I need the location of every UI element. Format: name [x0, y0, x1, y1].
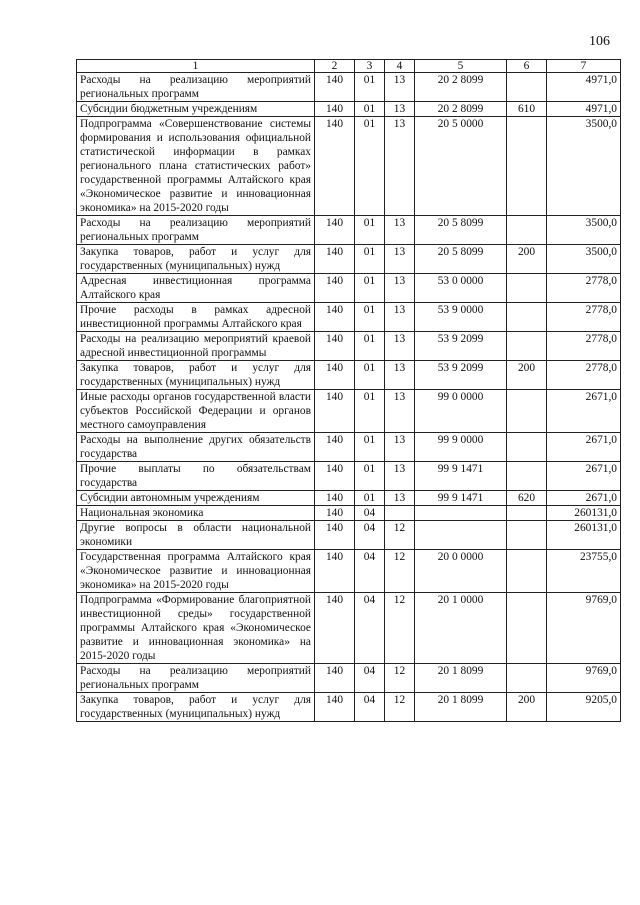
target-article-cell	[415, 521, 507, 550]
amount-cell: 2671,0	[547, 390, 621, 433]
target-article-cell: 99 9 1471	[415, 462, 507, 491]
ministry-code-cell: 140	[315, 361, 355, 390]
amount-cell: 2778,0	[547, 274, 621, 303]
table-row	[77, 593, 621, 664]
amount-cell: 2671,0	[547, 433, 621, 462]
row-name-cell: Адресная инвестиционная программа Алтайского края	[77, 274, 315, 303]
target-article-cell: 20 5 8099	[415, 245, 507, 274]
amount-cell: 260131,0	[547, 506, 621, 521]
row-name-cell: Подпрограмма «Совершенствование системы формирования и использования официальной статистической информации в рамках регионального плана статистических работ» государственной программы Алтайского края «Экономическое развитие и инновационная экономика» на 2015-2020 годы	[77, 117, 315, 216]
amount-cell: 4971,0	[547, 73, 621, 102]
ministry-code-cell: 140	[315, 433, 355, 462]
subsection-code-cell: 13	[385, 245, 415, 274]
expense-type-cell	[507, 303, 547, 332]
expense-type-cell: 620	[507, 491, 547, 506]
amount-cell: 23755,0	[547, 550, 621, 593]
row-name-cell: Государственная программа Алтайского края «Экономическое развитие и инновационная экономика» на 2015-2020 годы	[77, 550, 315, 593]
table-row	[77, 433, 621, 462]
table-row	[77, 491, 621, 506]
table-row	[77, 462, 621, 491]
section-code-cell: 01	[355, 332, 385, 361]
section-code-cell: 01	[355, 216, 385, 245]
target-article-cell: 20 0 0000	[415, 550, 507, 593]
table-row	[77, 102, 621, 117]
expense-type-cell	[507, 274, 547, 303]
section-code-cell: 01	[355, 303, 385, 332]
table-row	[77, 303, 621, 332]
target-article-cell: 20 5 0000	[415, 117, 507, 216]
section-code-cell: 01	[355, 491, 385, 506]
row-name-cell: Прочие выплаты по обязательствам государства	[77, 462, 315, 491]
subsection-code-cell: 13	[385, 390, 415, 433]
ministry-code-cell: 140	[315, 506, 355, 521]
target-article-cell: 20 2 8099	[415, 73, 507, 102]
row-name-cell: Расходы на реализацию мероприятий региональных программ	[77, 73, 315, 102]
expense-type-cell: 200	[507, 693, 547, 722]
expense-type-cell: 200	[507, 361, 547, 390]
column-header-1: 1	[77, 60, 315, 73]
row-name-cell: Закупка товаров, работ и услуг для государственных (муниципальных) нужд	[77, 361, 315, 390]
target-article-cell: 20 1 8099	[415, 693, 507, 722]
expense-type-cell	[507, 433, 547, 462]
column-header-2: 2	[315, 60, 355, 73]
row-name-cell: Расходы на реализацию мероприятий региональных программ	[77, 216, 315, 245]
section-code-cell: 04	[355, 521, 385, 550]
section-code-cell: 01	[355, 390, 385, 433]
expense-type-cell	[507, 332, 547, 361]
expense-type-cell	[507, 593, 547, 664]
target-article-cell: 20 2 8099	[415, 102, 507, 117]
expense-type-cell	[507, 390, 547, 433]
subsection-code-cell	[385, 506, 415, 521]
ministry-code-cell: 140	[315, 491, 355, 506]
table-row	[77, 506, 621, 521]
row-name-cell: Подпрограмма «Формирование благоприятной инвестиционной среды» государственной программы Алтайского края «Экономическое развитие и инновационная экономика» на 2015-2020 годы	[77, 593, 315, 664]
table-row	[77, 361, 621, 390]
ministry-code-cell: 140	[315, 216, 355, 245]
amount-cell: 3500,0	[547, 216, 621, 245]
table-row	[77, 390, 621, 433]
ministry-code-cell: 140	[315, 462, 355, 491]
expense-type-cell	[507, 506, 547, 521]
subsection-code-cell: 13	[385, 361, 415, 390]
amount-cell: 2778,0	[547, 361, 621, 390]
target-article-cell: 99 9 0000	[415, 433, 507, 462]
expense-type-cell: 200	[507, 245, 547, 274]
ministry-code-cell: 140	[315, 117, 355, 216]
expense-type-cell	[507, 73, 547, 102]
table-row	[77, 550, 621, 593]
subsection-code-cell: 13	[385, 73, 415, 102]
amount-cell: 4971,0	[547, 102, 621, 117]
ministry-code-cell: 140	[315, 274, 355, 303]
amount-cell: 2778,0	[547, 303, 621, 332]
section-code-cell: 01	[355, 245, 385, 274]
table-row	[77, 693, 621, 722]
target-article-cell: 99 9 1471	[415, 491, 507, 506]
amount-cell: 2671,0	[547, 491, 621, 506]
table-row	[77, 245, 621, 274]
expense-type-cell	[507, 117, 547, 216]
subsection-code-cell: 13	[385, 332, 415, 361]
subsection-code-cell: 13	[385, 303, 415, 332]
row-name-cell: Закупка товаров, работ и услуг для государственных (муниципальных) нужд	[77, 693, 315, 722]
subsection-code-cell: 12	[385, 593, 415, 664]
section-code-cell: 04	[355, 506, 385, 521]
ministry-code-cell: 140	[315, 693, 355, 722]
column-header-4: 4	[385, 60, 415, 73]
subsection-code-cell: 12	[385, 550, 415, 593]
section-code-cell: 04	[355, 664, 385, 693]
subsection-code-cell: 13	[385, 491, 415, 506]
subsection-code-cell: 13	[385, 102, 415, 117]
subsection-code-cell: 13	[385, 462, 415, 491]
target-article-cell	[415, 506, 507, 521]
subsection-code-cell: 13	[385, 274, 415, 303]
section-code-cell: 01	[355, 117, 385, 216]
section-code-cell: 04	[355, 550, 385, 593]
amount-cell: 260131,0	[547, 521, 621, 550]
amount-cell: 9205,0	[547, 693, 621, 722]
section-code-cell: 01	[355, 361, 385, 390]
ministry-code-cell: 140	[315, 550, 355, 593]
section-code-cell: 01	[355, 102, 385, 117]
row-name-cell: Субсидии автономным учреждениям	[77, 491, 315, 506]
column-header-3: 3	[355, 60, 385, 73]
table-row	[77, 332, 621, 361]
amount-cell: 3500,0	[547, 245, 621, 274]
table-row	[77, 73, 621, 102]
target-article-cell: 20 1 8099	[415, 664, 507, 693]
row-name-cell: Национальная экономика	[77, 506, 315, 521]
table-row	[77, 117, 621, 216]
expense-type-cell	[507, 664, 547, 693]
ministry-code-cell: 140	[315, 245, 355, 274]
ministry-code-cell: 140	[315, 390, 355, 433]
ministry-code-cell: 140	[315, 303, 355, 332]
table-body	[77, 73, 621, 722]
ministry-code-cell: 140	[315, 332, 355, 361]
ministry-code-cell: 140	[315, 102, 355, 117]
section-code-cell: 04	[355, 593, 385, 664]
subsection-code-cell: 13	[385, 117, 415, 216]
column-header-5: 5	[415, 60, 507, 73]
subsection-code-cell: 12	[385, 664, 415, 693]
subsection-code-cell: 12	[385, 693, 415, 722]
table-row	[77, 664, 621, 693]
target-article-cell: 20 1 0000	[415, 593, 507, 664]
target-article-cell: 53 0 0000	[415, 274, 507, 303]
section-code-cell: 01	[355, 274, 385, 303]
amount-cell: 2671,0	[547, 462, 621, 491]
section-code-cell: 01	[355, 73, 385, 102]
row-name-cell: Расходы на выполнение других обязательств государства	[77, 433, 315, 462]
expense-type-cell	[507, 462, 547, 491]
row-name-cell: Другие вопросы в области национальной экономики	[77, 521, 315, 550]
ministry-code-cell: 140	[315, 664, 355, 693]
expense-type-cell	[507, 550, 547, 593]
subsection-code-cell: 13	[385, 433, 415, 462]
amount-cell: 9769,0	[547, 664, 621, 693]
target-article-cell: 99 0 0000	[415, 390, 507, 433]
table-row	[77, 216, 621, 245]
expense-type-cell: 610	[507, 102, 547, 117]
row-name-cell: Прочие расходы в рамках адресной инвестиционной программы Алтайского края	[77, 303, 315, 332]
row-name-cell: Расходы на реализацию мероприятий краевой адресной инвестиционной программы	[77, 332, 315, 361]
row-name-cell: Иные расходы органов государственной власти субъектов Российской Федерации и органов местного самоуправления	[77, 390, 315, 433]
subsection-code-cell: 13	[385, 216, 415, 245]
expense-type-cell	[507, 216, 547, 245]
row-name-cell: Расходы на реализацию мероприятий региональных программ	[77, 664, 315, 693]
expense-type-cell	[507, 521, 547, 550]
amount-cell: 2778,0	[547, 332, 621, 361]
column-header-6: 6	[507, 60, 547, 73]
row-name-cell: Закупка товаров, работ и услуг для государственных (муниципальных) нужд	[77, 245, 315, 274]
ministry-code-cell: 140	[315, 73, 355, 102]
page-number: 106	[589, 34, 610, 49]
section-code-cell: 01	[355, 433, 385, 462]
target-article-cell: 53 9 2099	[415, 361, 507, 390]
table-row	[77, 521, 621, 550]
row-name-cell: Субсидии бюджетным учреждениям	[77, 102, 315, 117]
section-code-cell: 04	[355, 693, 385, 722]
section-code-cell: 01	[355, 462, 385, 491]
subsection-code-cell: 12	[385, 521, 415, 550]
column-header-7: 7	[547, 60, 621, 73]
ministry-code-cell: 140	[315, 593, 355, 664]
header-row	[77, 60, 621, 73]
amount-cell: 9769,0	[547, 593, 621, 664]
target-article-cell: 20 5 8099	[415, 216, 507, 245]
target-article-cell: 53 9 0000	[415, 303, 507, 332]
amount-cell: 3500,0	[547, 117, 621, 216]
ministry-code-cell: 140	[315, 521, 355, 550]
table-row	[77, 274, 621, 303]
target-article-cell: 53 9 2099	[415, 332, 507, 361]
budget-table	[76, 59, 621, 722]
